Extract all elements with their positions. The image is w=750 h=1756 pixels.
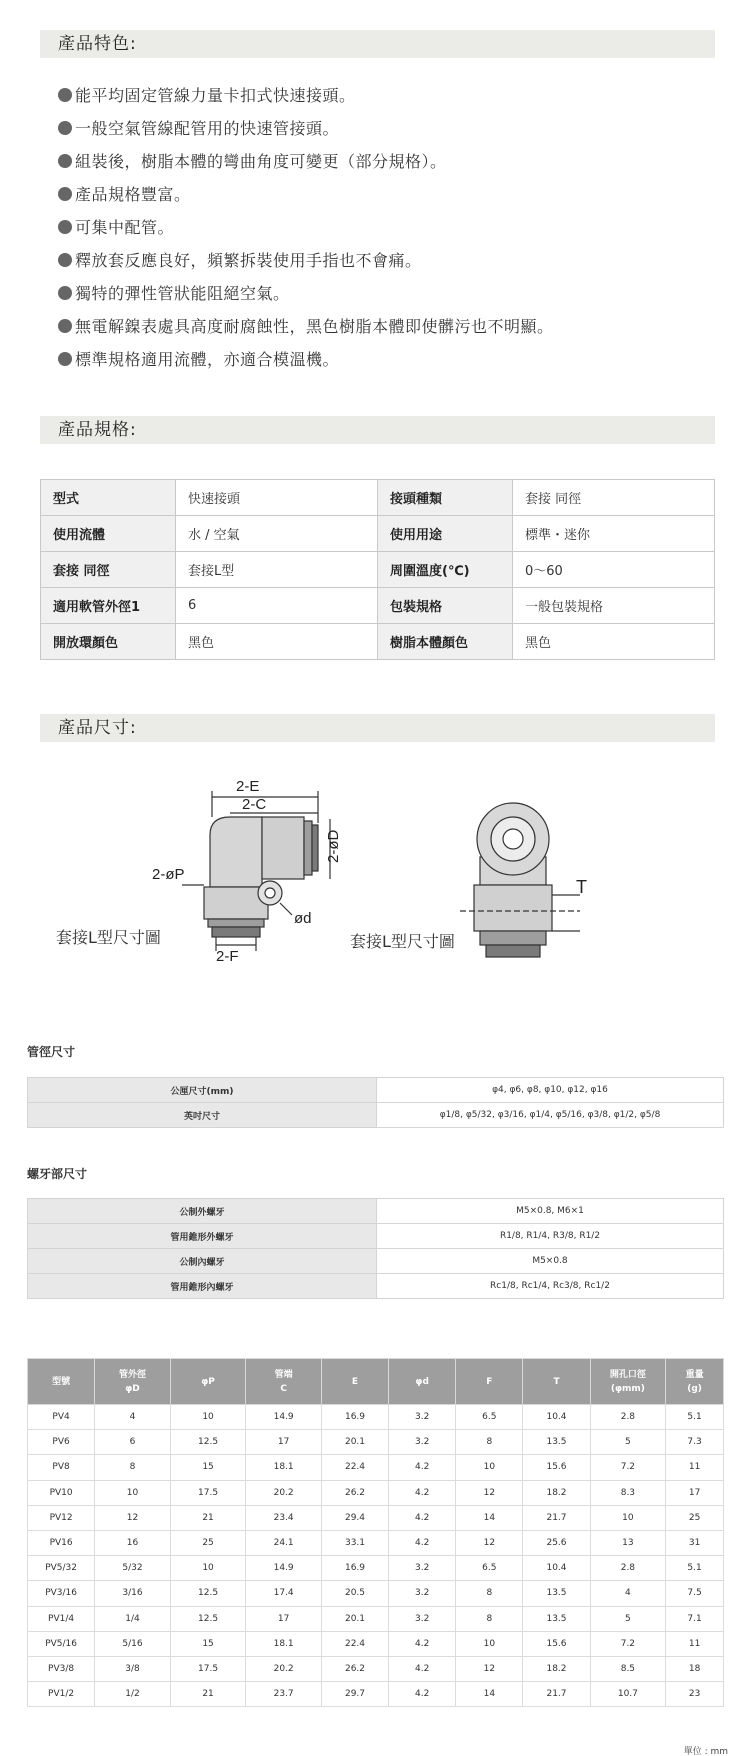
bullet-icon bbox=[58, 121, 72, 135]
table-cell: 12 bbox=[456, 1530, 523, 1555]
table-cell: 21 bbox=[170, 1505, 246, 1530]
table-cell: 7.1 bbox=[666, 1606, 724, 1631]
table-cell: 4.2 bbox=[389, 1455, 456, 1480]
header-t: T bbox=[523, 1359, 590, 1405]
table-row bbox=[28, 1556, 724, 1581]
table-cell: 10.4 bbox=[523, 1556, 590, 1581]
table-cell: 25.6 bbox=[523, 1530, 590, 1555]
bullet-icon bbox=[58, 319, 72, 333]
table-cell: PV3/8 bbox=[28, 1656, 95, 1681]
table-cell: 14.9 bbox=[246, 1405, 322, 1430]
table-cell: 18.1 bbox=[246, 1455, 322, 1480]
table-cell: 3.2 bbox=[389, 1405, 456, 1430]
table-cell: PV1/2 bbox=[28, 1682, 95, 1707]
specs-header: 產品規格: bbox=[40, 416, 715, 444]
table-cell: 14 bbox=[456, 1505, 523, 1530]
table-cell: 17 bbox=[246, 1606, 322, 1631]
table-cell: 23.4 bbox=[246, 1505, 322, 1530]
table-row bbox=[28, 1606, 724, 1631]
features-header: 產品特色: bbox=[40, 30, 715, 58]
table-cell: 10 bbox=[590, 1505, 666, 1530]
header-hole: 開孔口徑 (φmm) bbox=[590, 1359, 666, 1405]
model-table-body bbox=[28, 1405, 724, 1707]
feature-item: 可集中配管。 bbox=[58, 210, 698, 243]
table-cell: 13 bbox=[590, 1530, 666, 1555]
table-cell: 25 bbox=[666, 1505, 724, 1530]
table-cell: 4 bbox=[590, 1581, 666, 1606]
header-e: E bbox=[321, 1359, 388, 1405]
bullet-icon bbox=[58, 154, 72, 168]
table-cell: 4.2 bbox=[389, 1631, 456, 1656]
table-cell: 22.4 bbox=[321, 1455, 388, 1480]
table-cell: 5.1 bbox=[666, 1556, 724, 1581]
table-cell: 16.9 bbox=[321, 1556, 388, 1581]
table-cell: PV8 bbox=[28, 1455, 95, 1480]
table-cell: 20.5 bbox=[321, 1581, 388, 1606]
thread-size-title: 螺牙部尺寸 bbox=[27, 1167, 88, 1181]
header-model: 型號 bbox=[28, 1359, 95, 1405]
table-cell: 15 bbox=[170, 1631, 246, 1656]
table-cell: 12 bbox=[456, 1480, 523, 1505]
table-cell: 11 bbox=[666, 1455, 724, 1480]
table-cell: PV12 bbox=[28, 1505, 95, 1530]
bullet-icon bbox=[58, 352, 72, 366]
table-row: 套接 同徑 套接L型 周圍溫度(℃) 0〜60 bbox=[41, 552, 715, 588]
table-cell: 1/2 bbox=[95, 1682, 171, 1707]
table-cell: 12.5 bbox=[170, 1581, 246, 1606]
table-cell: 22.4 bbox=[321, 1631, 388, 1656]
table-row: 管用錐形外螺牙 R1/8, R1/4, R3/8, R1/2 bbox=[28, 1224, 724, 1249]
table-cell: 17.5 bbox=[170, 1656, 246, 1681]
table-cell: 12.5 bbox=[170, 1606, 246, 1631]
feature-item: 產品規格豐富。 bbox=[58, 177, 698, 210]
table-row bbox=[28, 1581, 724, 1606]
table-row bbox=[28, 1480, 724, 1505]
header-weight: 重量 (g) bbox=[666, 1359, 724, 1405]
table-cell: 4.2 bbox=[389, 1682, 456, 1707]
table-cell: 17 bbox=[666, 1480, 724, 1505]
table-cell: 4.2 bbox=[389, 1656, 456, 1681]
table-cell: 33.1 bbox=[321, 1530, 388, 1555]
table-cell: 16 bbox=[95, 1530, 171, 1555]
table-cell: 4.2 bbox=[389, 1505, 456, 1530]
table-row bbox=[28, 1631, 724, 1656]
table-header-row bbox=[28, 1359, 724, 1405]
table-cell: 12.5 bbox=[170, 1430, 246, 1455]
dimension-diagram bbox=[40, 775, 715, 990]
table-cell: 26.2 bbox=[321, 1480, 388, 1505]
table-cell: PV4 bbox=[28, 1405, 95, 1430]
table-cell: 10.4 bbox=[523, 1405, 590, 1430]
table-cell: 25 bbox=[170, 1530, 246, 1555]
table-cell: 18.2 bbox=[523, 1656, 590, 1681]
table-cell: 26.2 bbox=[321, 1656, 388, 1681]
table-cell: 24.1 bbox=[246, 1530, 322, 1555]
table-cell: 17.5 bbox=[170, 1480, 246, 1505]
thread-size-table bbox=[27, 1198, 724, 1299]
table-cell: 7.3 bbox=[666, 1430, 724, 1455]
table-row: 公制內螺牙 M5×0.8 bbox=[28, 1249, 724, 1274]
table-cell: PV1/4 bbox=[28, 1606, 95, 1631]
caption-right: 套接L型尺寸圖 bbox=[350, 932, 455, 951]
table-cell: 14 bbox=[456, 1682, 523, 1707]
unit-note: 單位 : mm bbox=[683, 1747, 728, 1756]
header-c: 管端 C bbox=[246, 1359, 322, 1405]
table-cell: 10 bbox=[456, 1631, 523, 1656]
header-od: 管外徑 φD bbox=[95, 1359, 171, 1405]
table-row bbox=[28, 1530, 724, 1555]
table-cell: 29.4 bbox=[321, 1505, 388, 1530]
table-cell: 17.4 bbox=[246, 1581, 322, 1606]
table-cell: 21.7 bbox=[523, 1682, 590, 1707]
table-cell: 8 bbox=[95, 1455, 171, 1480]
bullet-icon bbox=[58, 220, 72, 234]
table-row: 適用軟管外徑1 6 包裝規格 一般包裝規格 bbox=[41, 588, 715, 624]
table-row: 管用錐形內螺牙 Rc1/8, Rc1/4, Rc3/8, Rc1/2 bbox=[28, 1274, 724, 1299]
table-cell: 20.2 bbox=[246, 1480, 322, 1505]
table-cell: 6.5 bbox=[456, 1556, 523, 1581]
bullet-icon bbox=[58, 88, 72, 102]
table-cell: 20.2 bbox=[246, 1656, 322, 1681]
table-cell: 10 bbox=[456, 1455, 523, 1480]
dimensions-header: 產品尺寸: bbox=[40, 714, 715, 742]
table-cell: 11 bbox=[666, 1631, 724, 1656]
table-cell: PV5/32 bbox=[28, 1556, 95, 1581]
table-cell: 18.2 bbox=[523, 1480, 590, 1505]
feature-item: 釋放套反應良好，頻繁拆裝使用手指也不會痛。 bbox=[58, 243, 698, 276]
table-cell: 7.2 bbox=[590, 1455, 666, 1480]
table-row: 英吋尺寸 φ1/8, φ5/32, φ3/16, φ1/4, φ5/16, φ3/8, φ1/2, φ5/8 bbox=[28, 1103, 724, 1128]
table-row bbox=[28, 1405, 724, 1430]
feature-item: 一般空氣管線配管用的快速管接頭。 bbox=[58, 111, 698, 144]
bullet-icon bbox=[58, 187, 72, 201]
table-cell: PV10 bbox=[28, 1480, 95, 1505]
feature-list bbox=[58, 78, 698, 375]
dim-label-f: 2-F bbox=[216, 948, 239, 965]
table-cell: 5.1 bbox=[666, 1405, 724, 1430]
table-cell: 12 bbox=[95, 1505, 171, 1530]
table-cell: 5/32 bbox=[95, 1556, 171, 1581]
table-cell: 4.2 bbox=[389, 1530, 456, 1555]
table-cell: 29.7 bbox=[321, 1682, 388, 1707]
caption-left: 套接L型尺寸圖 bbox=[56, 928, 161, 947]
feature-item: 標準規格適用流體，亦適合模溫機。 bbox=[58, 342, 698, 375]
table-cell: PV5/16 bbox=[28, 1631, 95, 1656]
pipe-size-title: 管徑尺寸 bbox=[27, 1045, 76, 1059]
table-cell: 23.7 bbox=[246, 1682, 322, 1707]
table-cell: 14.9 bbox=[246, 1556, 322, 1581]
table-cell: 13.5 bbox=[523, 1606, 590, 1631]
table-cell: 6.5 bbox=[456, 1405, 523, 1430]
table-cell: 20.1 bbox=[321, 1430, 388, 1455]
table-cell: 4.2 bbox=[389, 1480, 456, 1505]
dim-label-c: 2-C bbox=[242, 796, 267, 813]
model-table bbox=[27, 1358, 724, 1707]
table-row bbox=[28, 1430, 724, 1455]
table-cell: 2.8 bbox=[590, 1556, 666, 1581]
table-row bbox=[28, 1656, 724, 1681]
table-cell: 12 bbox=[456, 1656, 523, 1681]
feature-item: 無電解鎳表處具高度耐腐蝕性，黑色樹脂本體即使髒污也不明顯。 bbox=[58, 309, 698, 342]
table-cell: 3.2 bbox=[389, 1606, 456, 1631]
feature-item: 能平均固定管線力量卡扣式快速接頭。 bbox=[58, 78, 698, 111]
table-cell: 8 bbox=[456, 1581, 523, 1606]
bullet-icon bbox=[58, 286, 72, 300]
table-cell: 15.6 bbox=[523, 1455, 590, 1480]
table-cell: 3/16 bbox=[95, 1581, 171, 1606]
header-d: φd bbox=[389, 1359, 456, 1405]
dim-label-op: 2-øP bbox=[152, 866, 185, 883]
pipe-size-table bbox=[27, 1077, 724, 1128]
table-cell: 8.5 bbox=[590, 1656, 666, 1681]
table-cell: 18.1 bbox=[246, 1631, 322, 1656]
table-cell: 15 bbox=[170, 1455, 246, 1480]
table-cell: 16.9 bbox=[321, 1405, 388, 1430]
table-cell: 8 bbox=[456, 1606, 523, 1631]
table-cell: PV3/16 bbox=[28, 1581, 95, 1606]
table-cell: 2.8 bbox=[590, 1405, 666, 1430]
dim-label-od: 2-øD bbox=[325, 829, 342, 863]
table-row bbox=[28, 1505, 724, 1530]
spec-table bbox=[40, 479, 715, 660]
table-cell: 3.2 bbox=[389, 1430, 456, 1455]
dim-label-e: 2-E bbox=[236, 778, 260, 795]
table-cell: 1/4 bbox=[95, 1606, 171, 1631]
bullet-icon bbox=[58, 253, 72, 267]
table-cell: 7.2 bbox=[590, 1631, 666, 1656]
table-cell: 31 bbox=[666, 1530, 724, 1555]
table-cell: 7.5 bbox=[666, 1581, 724, 1606]
table-cell: 8.3 bbox=[590, 1480, 666, 1505]
table-cell: 23 bbox=[666, 1682, 724, 1707]
table-cell: 10.7 bbox=[590, 1682, 666, 1707]
feature-item: 獨特的彈性管狀能阻絕空氣。 bbox=[58, 276, 698, 309]
table-cell: 10 bbox=[170, 1556, 246, 1581]
table-cell: 21 bbox=[170, 1682, 246, 1707]
table-row bbox=[28, 1682, 724, 1707]
table-cell: 20.1 bbox=[321, 1606, 388, 1631]
table-cell: 13.5 bbox=[523, 1430, 590, 1455]
table-cell: 5 bbox=[590, 1606, 666, 1631]
table-cell: 3/8 bbox=[95, 1656, 171, 1681]
table-row bbox=[28, 1455, 724, 1480]
table-row: 型式 快速接頭 接頭種類 套接 同徑 bbox=[41, 480, 715, 516]
dim-label-t: T bbox=[576, 877, 587, 897]
table-cell: 18 bbox=[666, 1656, 724, 1681]
fitting-drawing bbox=[40, 775, 715, 990]
header-op: φP bbox=[170, 1359, 246, 1405]
table-cell: PV16 bbox=[28, 1530, 95, 1555]
table-cell: 3.2 bbox=[389, 1581, 456, 1606]
table-row: 公制外螺牙 M5×0.8, M6×1 bbox=[28, 1199, 724, 1224]
table-cell: 5 bbox=[590, 1430, 666, 1455]
table-cell: 13.5 bbox=[523, 1581, 590, 1606]
table-cell: 8 bbox=[456, 1430, 523, 1455]
table-cell: 21.7 bbox=[523, 1505, 590, 1530]
table-row: 使用流體 水 / 空氣 使用用途 標準・迷你 bbox=[41, 516, 715, 552]
table-cell: 6 bbox=[95, 1430, 171, 1455]
table-row: 開放環顏色 黑色 樹脂本體顏色 黑色 bbox=[41, 624, 715, 660]
feature-item: 組裝後，樹脂本體的彎曲角度可變更（部分規格）。 bbox=[58, 144, 698, 177]
dim-label-d: ød bbox=[294, 910, 312, 927]
table-cell: 10 bbox=[170, 1405, 246, 1430]
table-cell: 15.6 bbox=[523, 1631, 590, 1656]
table-cell: 17 bbox=[246, 1430, 322, 1455]
table-row: 公厘尺寸(mm) φ4, φ6, φ8, φ10, φ12, φ16 bbox=[28, 1078, 724, 1103]
table-cell: 5/16 bbox=[95, 1631, 171, 1656]
header-f: F bbox=[456, 1359, 523, 1405]
table-cell: 3.2 bbox=[389, 1556, 456, 1581]
table-cell: 10 bbox=[95, 1480, 171, 1505]
table-cell: 4 bbox=[95, 1405, 171, 1430]
table-cell: PV6 bbox=[28, 1430, 95, 1455]
